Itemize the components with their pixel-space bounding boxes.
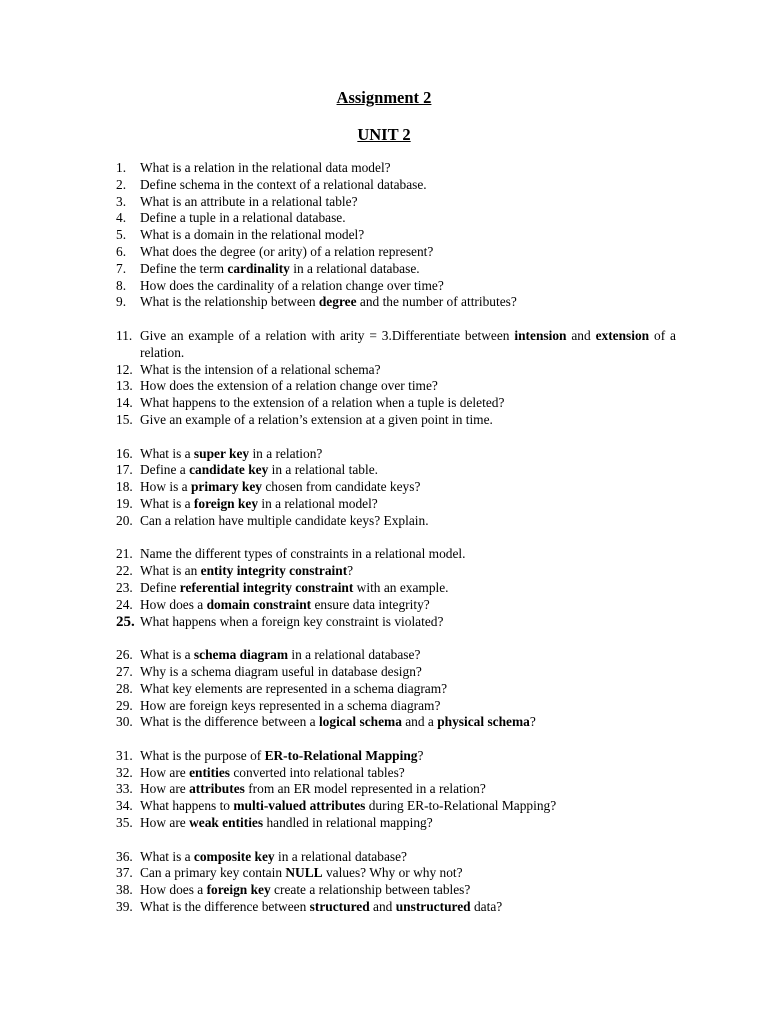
question-key-term: cardinality [227, 260, 290, 276]
question-key-term: entity integrity constraint [200, 563, 348, 579]
group-spacer [116, 429, 676, 446]
question-item [116, 194, 676, 211]
question-number: 5. [116, 227, 127, 243]
question-text: What key elements are represented in a schema diagram? [140, 680, 448, 696]
question-text: in a relational database? [288, 647, 421, 663]
question-text: How are [140, 815, 190, 831]
question-number: 23. [116, 579, 133, 595]
question-number: 7. [116, 260, 127, 276]
question-text: Why is a schema diagram useful in database design? [140, 663, 422, 679]
question-text: Can a primary key contain [140, 865, 286, 881]
question-item [116, 546, 676, 563]
question-key-term: primary key [190, 479, 263, 495]
question-number: 32. [116, 764, 133, 780]
question-item [116, 446, 676, 463]
question-item [116, 798, 676, 815]
question-text: Give an example of a relation’s extension at a given point in time. [140, 411, 493, 427]
question-item [116, 899, 676, 916]
question-number: 3. [116, 193, 127, 209]
question-text: What happens to the extension of a relation when a tuple is deleted? [140, 395, 505, 411]
question-key-term: attributes [189, 781, 245, 797]
question-number: 21. [116, 546, 133, 562]
question-text: What is an attribute in a relational table? [140, 193, 358, 209]
question-item [116, 160, 676, 177]
question-item [116, 614, 676, 631]
question-key-term: ER-to-Relational Mapping [264, 747, 418, 763]
question-item [116, 261, 676, 278]
question-text: Define a [140, 462, 190, 478]
question-item [116, 294, 676, 311]
question-item [116, 748, 676, 765]
question-key-term: candidate key [189, 462, 269, 478]
question-text: Define the term [140, 260, 228, 276]
question-text: What is the purpose of [140, 747, 265, 763]
question-key-term: weak entities [189, 815, 264, 831]
question-text: What does the degree (or arity) of a relation represent? [140, 243, 434, 259]
question-item [116, 563, 676, 580]
question-list [116, 160, 676, 916]
question-key-term: degree [318, 294, 357, 310]
question-number: 15. [116, 411, 133, 427]
question-text: What is the difference between [140, 899, 310, 915]
question-item [116, 597, 676, 614]
question-text: from an ER model represented in a relation? [244, 781, 486, 797]
question-text: ? [417, 747, 424, 763]
question-text: ? [347, 563, 354, 579]
question-text: What is an [140, 563, 201, 579]
question-text: What is a [140, 647, 194, 663]
question-text: How are [140, 781, 190, 797]
question-item [116, 698, 676, 715]
question-number: 11. [116, 327, 133, 343]
group-spacer [116, 731, 676, 748]
question-number: 39. [116, 899, 133, 915]
question-key-term: entities [189, 764, 230, 780]
question-number: 20. [116, 512, 133, 528]
question-item [116, 781, 676, 798]
question-text: in a relational database. [289, 260, 420, 276]
question-text: Define schema in the context of a relational database. [140, 176, 427, 192]
question-number: 8. [116, 277, 127, 293]
assignment-title: Assignment 2 [336, 88, 432, 107]
question-text: and [566, 327, 596, 343]
question-key-term: foreign key [206, 882, 271, 898]
question-key-term: super key [193, 445, 250, 461]
question-text: during ER-to-Relational Mapping? [365, 798, 557, 814]
question-text: How are [140, 764, 190, 780]
question-number: 29. [116, 697, 133, 713]
unit-heading: UNIT 2 [357, 125, 411, 144]
question-item [116, 815, 676, 832]
question-text: create a relationship between tables? [270, 882, 471, 898]
question-text: How does the cardinality of a relation change over time? [140, 277, 444, 293]
question-text: Name the different types of constraints in a relational model. [140, 546, 466, 562]
question-item [116, 647, 676, 664]
question-number: 38. [116, 882, 133, 898]
question-item [116, 849, 676, 866]
question-number: 24. [116, 596, 133, 612]
question-text: Can a relation have multiple candidate keys? Explain. [140, 512, 429, 528]
question-key-term: composite key [193, 848, 275, 864]
question-item [116, 227, 676, 244]
question-number: 27. [116, 663, 133, 679]
question-item [116, 462, 676, 479]
question-text: handled in relational mapping? [263, 815, 433, 831]
question-key-term: logical schema [318, 714, 402, 730]
question-text: ? [529, 714, 536, 730]
question-item [116, 278, 676, 295]
question-key-term: foreign key [193, 495, 259, 511]
question-number: 33. [116, 781, 133, 797]
question-text: in a relational model? [258, 495, 378, 511]
question-text: What is a [140, 445, 194, 461]
question-key-term: structured [309, 899, 370, 915]
question-key-term: intension [514, 327, 567, 343]
question-text: converted into relational tables? [229, 764, 405, 780]
question-item [116, 479, 676, 496]
question-item [116, 177, 676, 194]
group-spacer [116, 530, 676, 547]
question-number: 6. [116, 243, 127, 259]
question-key-term: multi-valued attributes [233, 798, 366, 814]
question-item [116, 395, 676, 412]
question-number: 31. [116, 747, 133, 763]
question-text: in a relational database? [274, 848, 407, 864]
question-item [116, 714, 676, 731]
question-text: What is a domain in the relational model? [140, 227, 365, 243]
question-text: How does the extension of a relation change over time? [140, 378, 438, 394]
question-key-term: schema diagram [193, 647, 289, 663]
question-text: data? [470, 899, 503, 915]
question-number: 1. [116, 160, 127, 175]
group-spacer [116, 630, 676, 647]
question-number: 37. [116, 865, 133, 881]
question-text: How are foreign keys represented in a schema diagram? [140, 697, 441, 713]
question-item [116, 580, 676, 597]
question-text: Define a tuple in a relational database. [140, 210, 346, 226]
question-text: How does a [140, 882, 207, 898]
question-key-term: unstructured [395, 899, 471, 915]
question-text: What is the relationship between [140, 294, 319, 310]
question-item [116, 765, 676, 782]
question-number: 34. [116, 798, 133, 814]
question-text: What is the intension of a relational schema? [140, 361, 381, 377]
question-number: 30. [116, 714, 133, 730]
question-item [116, 681, 676, 698]
question-text: chosen from candidate keys? [262, 479, 421, 495]
question-number: 35. [116, 815, 133, 831]
question-key-term: NULL [285, 865, 323, 881]
question-text: What is the difference between a [140, 714, 319, 730]
question-text: What happens to [140, 798, 234, 814]
question-item [116, 328, 676, 362]
question-text: What happens when a foreign key constraint is violated? [140, 613, 444, 629]
question-number: 12. [116, 361, 133, 377]
question-text: ensure data integrity? [311, 596, 430, 612]
question-number: 18. [116, 479, 133, 495]
question-item [116, 865, 676, 882]
question-text: Define [140, 579, 180, 595]
question-number: 9. [116, 294, 127, 310]
question-text: How is a [140, 479, 191, 495]
question-text: with an example. [353, 579, 449, 595]
question-number: 2. [116, 176, 127, 192]
question-number: 16. [116, 445, 133, 461]
group-spacer [116, 832, 676, 849]
question-number: 36. [116, 848, 133, 864]
question-item [116, 664, 676, 681]
question-item [116, 362, 676, 379]
question-key-term: referential integrity constraint [179, 579, 354, 595]
question-key-term: extension [595, 327, 650, 343]
question-number: 14. [116, 395, 133, 411]
question-number: 19. [116, 495, 133, 511]
question-text: and [369, 899, 396, 915]
question-number: 26. [116, 647, 133, 663]
question-number: 22. [116, 563, 133, 579]
question-text: What is a [140, 495, 194, 511]
question-text: What is a [140, 848, 194, 864]
question-number: 25. [116, 613, 135, 630]
question-item [116, 882, 676, 899]
question-text: in a relation? [249, 445, 323, 461]
question-item [116, 378, 676, 395]
question-number: 4. [116, 210, 127, 226]
question-number: 13. [116, 378, 133, 394]
question-text: How does a [140, 596, 207, 612]
question-key-term: domain constraint [206, 596, 312, 612]
question-text: What is a relation in the relational data model? [140, 160, 391, 175]
question-item [116, 513, 676, 530]
question-number: 17. [116, 462, 133, 478]
question-text: and a [401, 714, 438, 730]
question-text: in a relational table. [268, 462, 378, 478]
question-text: Give an example of a relation with arity = 3.Differentiate between [140, 327, 515, 343]
question-number: 28. [116, 680, 133, 696]
question-item [116, 244, 676, 261]
question-item [116, 412, 676, 429]
question-item [116, 496, 676, 513]
group-spacer [116, 311, 676, 328]
question-item [116, 210, 676, 227]
question-key-term: physical schema [437, 714, 530, 730]
question-text: and the number of attributes? [356, 294, 517, 310]
question-text: of a relation. [140, 327, 676, 360]
question-text: values? Why or why not? [322, 865, 463, 881]
